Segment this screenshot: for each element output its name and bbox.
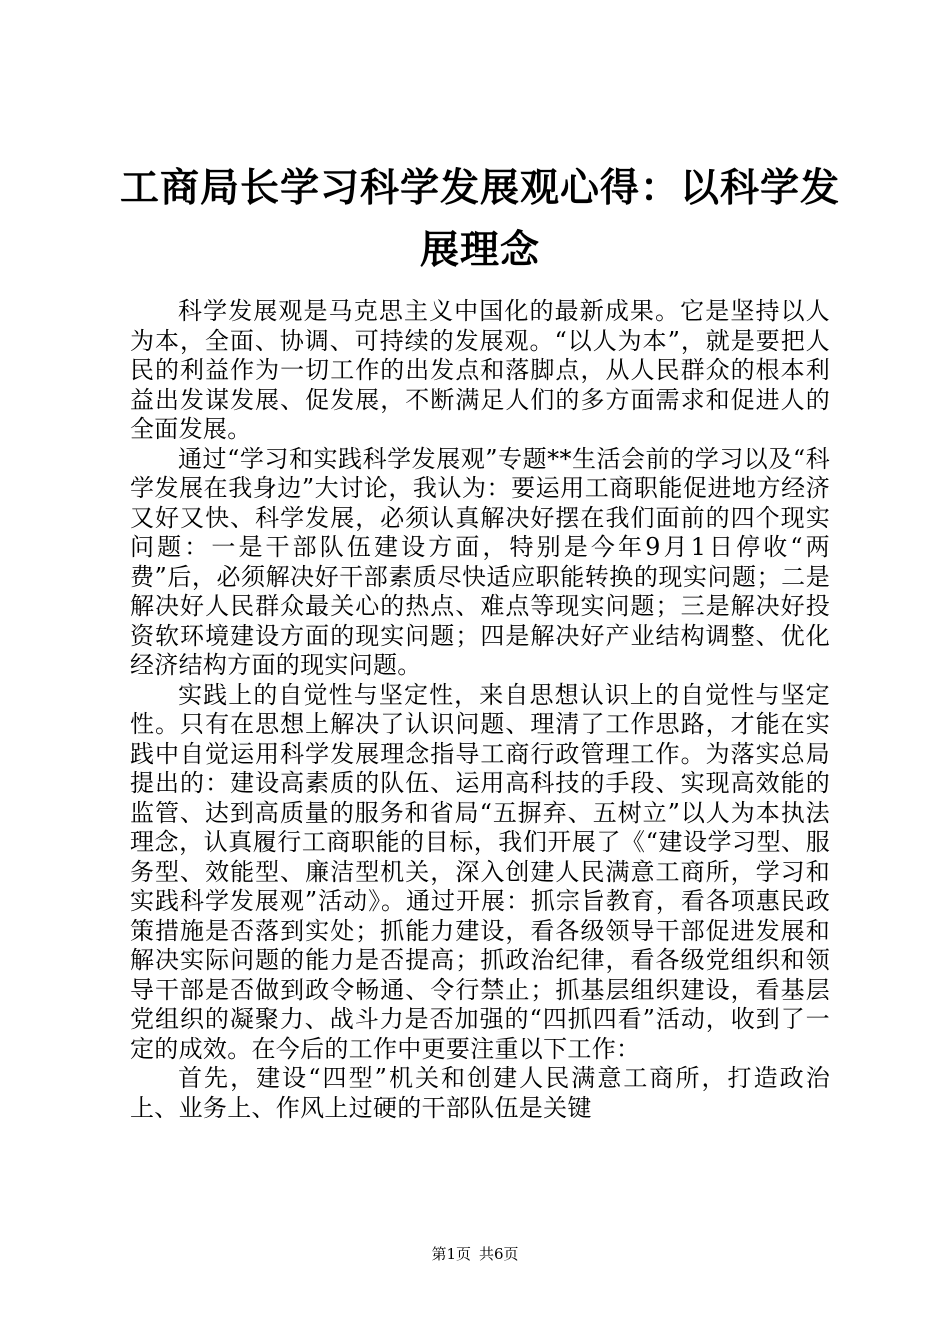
document-title: 工商局长学习科学发展观心得：以科学发展理念: [119, 166, 840, 273]
page-footer: [0, 1244, 950, 1264]
document-body: [130, 297, 830, 1123]
page-total: 共6页: [479, 1245, 519, 1263]
page-number: 第1页: [431, 1245, 471, 1263]
paragraph: 通过“学习和实践科学发展观”专题**生活会前的学习以及“科学发展在我身边”大讨论，我认为：要运用工商职能促进地方经济又好又快、科学发展，必须认真解决好摆在我们面前的四个现实问题：一是干部队伍建设方面，特别是今年9月1日停收“两费”后，必须解决好干部素质尽快适应职能转换的现实问题；二是解决好人民群众最关心的热点、难点等现实问题；三是解决好投资软环境建设方面的现实问题；四是解决好产业结构调整、优化经济结构方面的现实问题。: [130, 444, 830, 679]
paragraph: 实践上的自觉性与坚定性，来自思想认识上的自觉性与坚定性。只有在思想上解决了认识问题、理清了工作思路，才能在实践中自觉运用科学发展理念指导工商行政管理工作。为落实总局提出的：建设高素质的队伍、运用高科技的手段、实现高效能的监管、达到高质量的服务和省局“五摒弃、五树立”以人为本执法理念，认真履行工商职能的目标，我们开展了《“建设学习型、服务型、效能型、廉洁型机关，深入创建人民满意工商所，学习和实践科学发展观”活动》。通过开展：抓宗旨教育，看各项惠民政策措施是否落到实处；抓能力建设，看各级领导干部促进发展和解决实际问题的能力是否提高；抓政治纪律，看各级党组织和领导干部是否做到政令畅通、令行禁止；抓基层组织建设，看基层党组织的凝聚力、战斗力是否加强的“四抓四看”活动，收到了一定的成效。在今后的工作中更要注重以下工作：: [130, 680, 830, 1063]
paragraph: 科学发展观是马克思主义中国化的最新成果。它是坚持以人为本，全面、协调、可持续的发展观。“以人为本”，就是要把人民的利益作为一切工作的出发点和落脚点，从人民群众的根本利益出发谋发展、促发展，不断满足人们的多方面需求和促进人的全面发展。: [130, 297, 830, 443]
paragraph: 首先，建设“四型”机关和创建人民满意工商所，打造政治上、业务上、作风上过硬的干部队伍是关键: [130, 1064, 830, 1122]
